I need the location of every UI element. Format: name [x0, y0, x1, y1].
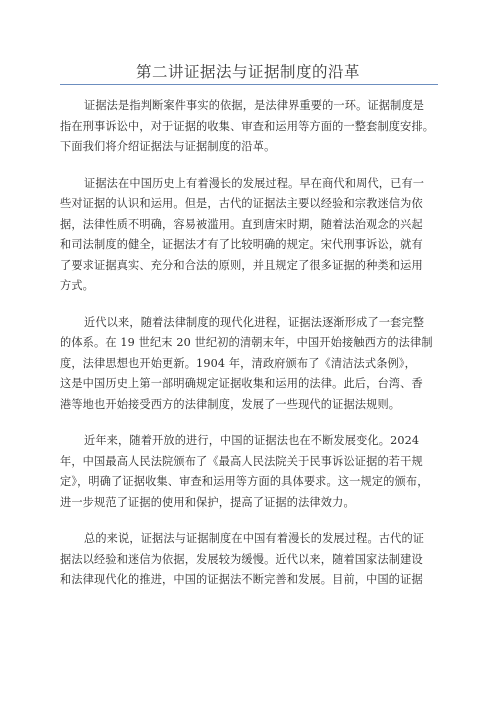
- text-line: 和司法制度的健全，证据法才有了比较明确的规定。宋代刑事诉讼，就有: [60, 238, 423, 251]
- text-line: 据，法律性质不明确，容易被滥用。直到唐宋时期，随着法治观念的兴起: [60, 217, 423, 231]
- text-line: 些对证据的认识和运用。但是，古代的证据法主要以经验和宗教迷信为依: [60, 197, 423, 210]
- paragraph-summary: [60, 529, 440, 591]
- text-line: 证据法在中国历史上有着漫长的发展过程。早在商代和周代，已有一: [84, 176, 425, 190]
- title-underline: [60, 84, 438, 85]
- text-line: 近代以来，随着法律制度的现代化进程，证据法逐渐形成了一套完整: [84, 315, 425, 329]
- text-line: 港等地也开始接受西方的法律制度，发展了一些现代的证据法规则。: [60, 397, 401, 411]
- paragraph-ancient-history: [60, 174, 440, 297]
- document-title: 第二讲证据法与证据制度的沿革: [135, 63, 360, 81]
- text-line: 指在刑事诉讼中，对于证据的收集、审查和运用等方面的一整套制度安排。: [60, 119, 435, 133]
- text-line: 近年来，随着开放的进行，中国的证据法也在不断发展变化。2024: [84, 434, 420, 447]
- paragraph-modern-history: [60, 313, 440, 416]
- text-line: 方式。: [60, 279, 95, 292]
- document-body: [60, 96, 440, 607]
- text-line: 的体系。在 19 世纪末 20 世纪初的清朝末年，中国开始接触西方的法律制: [60, 336, 433, 349]
- text-line: 年，中国最高人民法院颁布了《最高人民法院关于民事诉讼证据的若干规: [60, 454, 423, 468]
- text-line: 据法以经验和迷信为依据，发展较为缓慢。近代以来，随着国家法制建设: [60, 552, 423, 566]
- text-line: 这是中国历史上第一部明确规定证据收集和运用的法律。此后，台湾、香: [60, 377, 423, 390]
- paragraph-recent-developments: [60, 431, 440, 513]
- text-line: 证据法是指判断案件事实的依据，是法律界重要的一环。证据制度是: [84, 99, 425, 112]
- text-line: 度，法律思想也开始更新。1904 年，清政府颁布了《清洁法式条例》，: [60, 356, 416, 370]
- text-line: 定》，明确了证据收集、审查和运用等方面的具体要求。这一规定的颁布，: [60, 475, 429, 488]
- text-line: 下面我们将介绍证据法与证据制度的沿革。: [60, 140, 276, 153]
- text-line: 了要求证据真实、充分和合法的原则，并且规定了很多证据的种类和运用: [60, 258, 423, 272]
- text-line: 和法律现代化的推进，中国的证据法不断完善和发展。目前，中国的证据: [60, 573, 423, 586]
- text-line: 进一步规范了证据的使用和保护，提高了证据的法律效力。: [60, 495, 355, 509]
- paragraph-intro: [60, 96, 440, 158]
- text-line: 总的来说，证据法与证据制度在中国有着漫长的发展过程。古代的证: [84, 532, 425, 545]
